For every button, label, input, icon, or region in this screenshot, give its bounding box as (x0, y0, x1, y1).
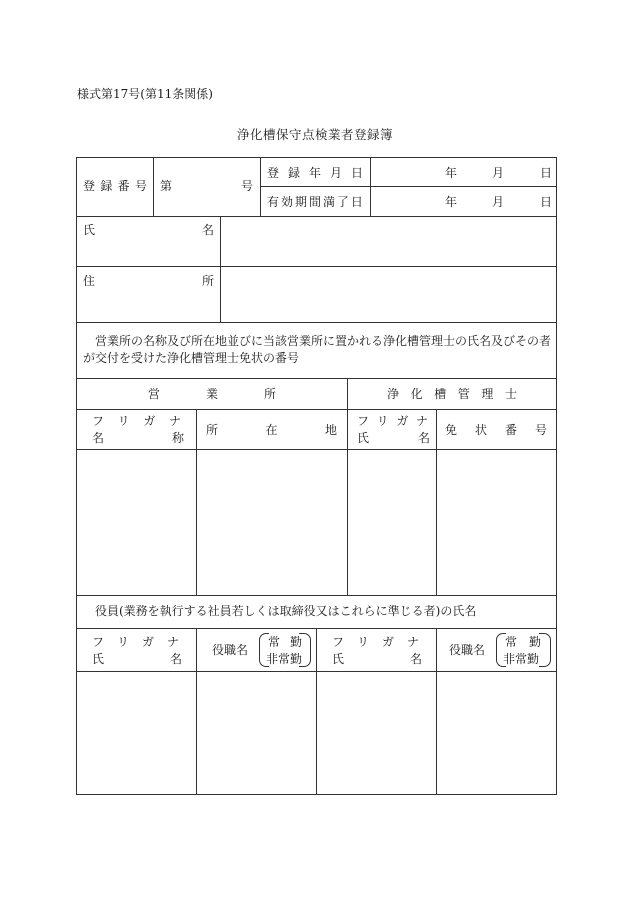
manager-furigana-label: フ リ ガ ナ (357, 414, 428, 428)
divider (153, 157, 154, 216)
form-number: 様式第17号(第11条関係) (77, 87, 213, 101)
employment-fulltime-label-1: 常 勤 (268, 635, 302, 649)
officer-title-label-2: 役職名 (449, 643, 486, 657)
address-label-left: 住 (83, 274, 96, 288)
divider (76, 449, 557, 450)
divider (316, 628, 317, 794)
divider (196, 409, 197, 595)
officer-name-label-right-1: 名 (170, 652, 183, 666)
divider (436, 628, 437, 794)
manager-header: 浄 化 槽 管 理 士 (387, 387, 517, 401)
license-number-label: 免 状 番 号 (445, 423, 547, 437)
divider (76, 266, 557, 267)
registration-day-unit: 日 (540, 166, 553, 180)
divider (436, 409, 437, 595)
registration-number-label: 登 録 番 号 (83, 179, 147, 193)
expiry-date-label: 有 効 期 間 満 了 日 (267, 195, 363, 209)
name-label-left: 氏 (83, 223, 96, 237)
expiry-day-unit: 日 (540, 195, 553, 209)
officer-section-description: 役員(業務を執行する社員若しくは取締役又はこれらに準じる者)の氏名 (95, 604, 477, 618)
expiry-year-unit: 年 (445, 195, 458, 209)
registration-year-unit: 年 (445, 166, 458, 180)
officer-name-label-left-1: 氏 (92, 652, 105, 666)
officer-name-label-left-2: 氏 (332, 652, 345, 666)
table-border-left (76, 157, 77, 794)
employment-parttime-label-2: 非常勤 (503, 652, 540, 666)
office-name-label-left: 名 (92, 431, 105, 445)
document-title: 浄化槽保守点検業者登録簿 (236, 127, 393, 142)
divider (260, 157, 261, 216)
expiry-month-unit: 月 (492, 195, 505, 209)
divider (370, 157, 371, 216)
divider (196, 628, 197, 794)
divider (76, 409, 557, 410)
officer-furigana-label-2: フ リ ガ ナ (332, 635, 419, 649)
divider (76, 595, 557, 596)
divider (76, 322, 557, 323)
address-label-right: 所 (202, 274, 215, 288)
divider (260, 186, 556, 187)
registration-date-label: 登 録 年 月 日 (267, 166, 363, 180)
office-location-label: 所 在 地 (206, 423, 337, 437)
registration-month-unit: 月 (492, 166, 505, 180)
officer-name-label-right-2: 名 (410, 652, 423, 666)
office-furigana-label: フ リ ガ ナ (92, 414, 181, 428)
office-name-label-right: 称 (172, 431, 185, 445)
manager-name-label-left: 氏 (357, 431, 370, 445)
table-border-right (556, 157, 557, 794)
divider (347, 378, 348, 595)
manager-name-label-right: 名 (418, 431, 431, 445)
office-header: 営 業 所 (148, 387, 276, 401)
officer-title-label-1: 役職名 (212, 643, 249, 657)
registration-number-prefix: 第 (160, 179, 173, 193)
table-border-bottom (76, 794, 557, 795)
employment-fulltime-label-2: 常 勤 (505, 635, 541, 649)
divider (76, 216, 557, 217)
registration-number-suffix: 号 (241, 179, 254, 193)
officer-furigana-label-1: フ リ ガ ナ (92, 635, 179, 649)
employment-parttime-label-1: 非常勤 (266, 652, 303, 666)
table-border-top (76, 157, 557, 158)
office-section-description: 営業所の名称及び所在地並びに当該営業所に置かれる浄化槽管理士の氏名及びその者が交付を受けた浄化槽管理士免状の番号 (83, 334, 552, 365)
divider (76, 378, 557, 379)
name-label-right: 名 (202, 223, 215, 237)
divider (220, 216, 221, 322)
